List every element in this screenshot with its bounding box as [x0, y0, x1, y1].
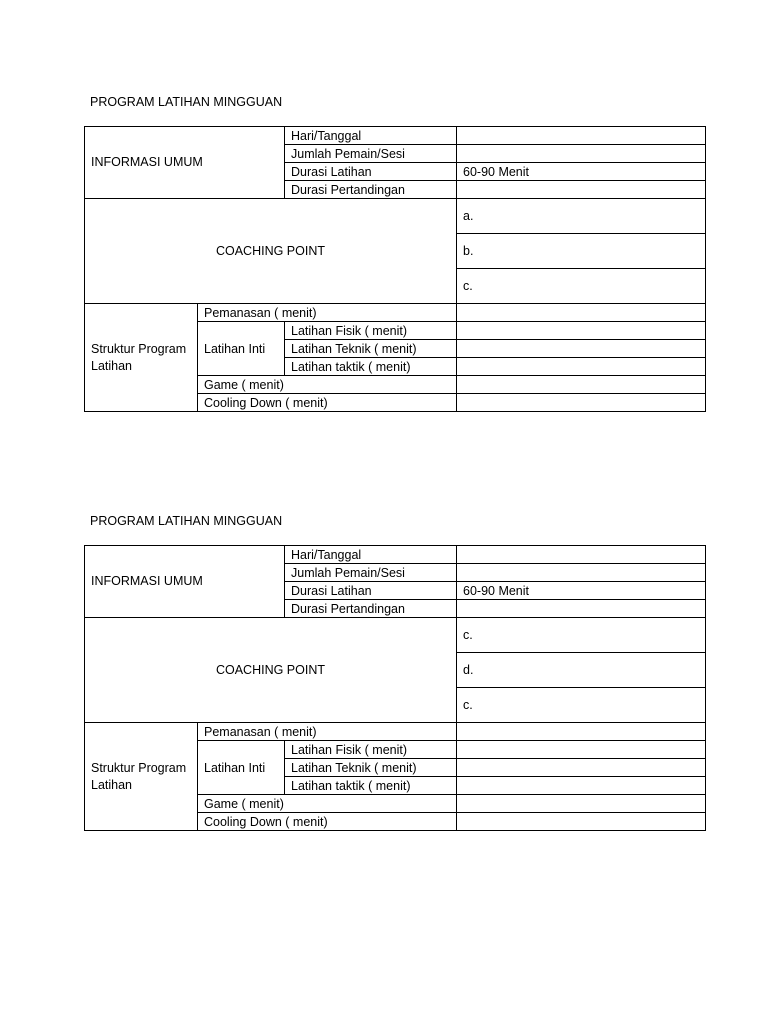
structure-header-cell — [85, 723, 198, 831]
game-value[interactable] — [457, 795, 706, 813]
warmup-value[interactable] — [457, 723, 706, 741]
core-item-physical: Latihan Fisik ( menit) — [285, 322, 457, 340]
core-item-tactical-value[interactable] — [457, 358, 706, 376]
info-label-match-duration: Durasi Pertandingan — [291, 182, 405, 197]
info-label-cell — [285, 127, 457, 145]
info-value-players[interactable] — [457, 564, 706, 582]
info-label-cell — [285, 546, 457, 564]
game-value[interactable] — [457, 376, 706, 394]
info-value-date[interactable] — [457, 127, 706, 145]
info-value-players[interactable] — [457, 145, 706, 163]
core-item-tactical-value[interactable] — [457, 777, 706, 795]
cooldown-label: Cooling Down ( menit) — [198, 813, 457, 831]
info-label-date: Hari/Tanggal — [291, 547, 362, 562]
core-item-physical-value[interactable] — [457, 741, 706, 759]
coaching-point-item[interactable]: a. — [457, 199, 706, 234]
coaching-point-item[interactable]: c. — [457, 688, 706, 723]
info-label-cell — [285, 145, 457, 163]
info-header-cell — [85, 127, 285, 199]
coaching-point-item[interactable]: b. — [457, 234, 706, 269]
coaching-point-cell — [85, 199, 457, 304]
core-item-technical: Latihan Teknik ( menit) — [285, 340, 457, 358]
warmup-label: Pemanasan ( menit) — [198, 304, 457, 322]
info-label-cell — [285, 600, 457, 618]
info-value-training-duration[interactable]: 60-90 Menit — [457, 163, 706, 181]
info-value-match-duration[interactable] — [457, 600, 706, 618]
core-item-physical-value[interactable] — [457, 322, 706, 340]
info-header: INFORMASI UMUM — [91, 574, 203, 588]
cooldown-value[interactable] — [457, 394, 706, 412]
core-item-physical: Latihan Fisik ( menit) — [285, 741, 457, 759]
coaching-point-item[interactable]: c. — [457, 618, 706, 653]
info-label-training-duration: Durasi Latihan — [291, 164, 372, 179]
info-label-date: Hari/Tanggal — [291, 128, 362, 143]
core-training-label: Latihan Inti — [198, 741, 285, 795]
core-training-label: Latihan Inti — [198, 322, 285, 376]
info-label-players: Jumlah Pemain/Sesi — [291, 565, 405, 580]
info-label-cell — [285, 564, 457, 582]
cooldown-label: Cooling Down ( menit) — [198, 394, 457, 412]
coaching-point-cell — [85, 618, 457, 723]
info-header: INFORMASI UMUM — [91, 155, 203, 169]
info-label-cell — [285, 582, 457, 600]
info-label-cell — [285, 163, 457, 181]
info-value-training-duration[interactable]: 60-90 Menit — [457, 582, 706, 600]
info-label-players: Jumlah Pemain/Sesi — [291, 146, 405, 161]
core-item-technical-value[interactable] — [457, 759, 706, 777]
warmup-value[interactable] — [457, 304, 706, 322]
form-title: PROGRAM LATIHAN MINGGUAN — [90, 95, 283, 109]
structure-header-cell — [85, 304, 198, 412]
form-title: PROGRAM LATIHAN MINGGUAN — [90, 514, 283, 528]
game-label: Game ( menit) — [198, 795, 457, 813]
warmup-label: Pemanasan ( menit) — [198, 723, 457, 741]
core-item-tactical: Latihan taktik ( menit) — [285, 358, 457, 376]
structure-header: Struktur Program Latihan — [91, 341, 187, 373]
game-label: Game ( menit) — [198, 376, 457, 394]
info-label-cell — [285, 181, 457, 199]
training-program-table — [84, 545, 706, 831]
info-value-date[interactable] — [457, 546, 706, 564]
info-label-match-duration: Durasi Pertandingan — [291, 601, 405, 616]
info-label-training-duration: Durasi Latihan — [291, 583, 372, 598]
info-value-match-duration[interactable] — [457, 181, 706, 199]
core-item-technical: Latihan Teknik ( menit) — [285, 759, 457, 777]
coaching-point-label: COACHING POINT — [215, 244, 326, 258]
coaching-point-label: COACHING POINT — [215, 663, 326, 677]
coaching-point-item[interactable]: d. — [457, 653, 706, 688]
core-item-tactical: Latihan taktik ( menit) — [285, 777, 457, 795]
structure-header: Struktur Program Latihan — [91, 760, 187, 792]
coaching-point-item[interactable]: c. — [457, 269, 706, 304]
training-program-table — [84, 126, 706, 412]
core-item-technical-value[interactable] — [457, 340, 706, 358]
info-header-cell — [85, 546, 285, 618]
cooldown-value[interactable] — [457, 813, 706, 831]
